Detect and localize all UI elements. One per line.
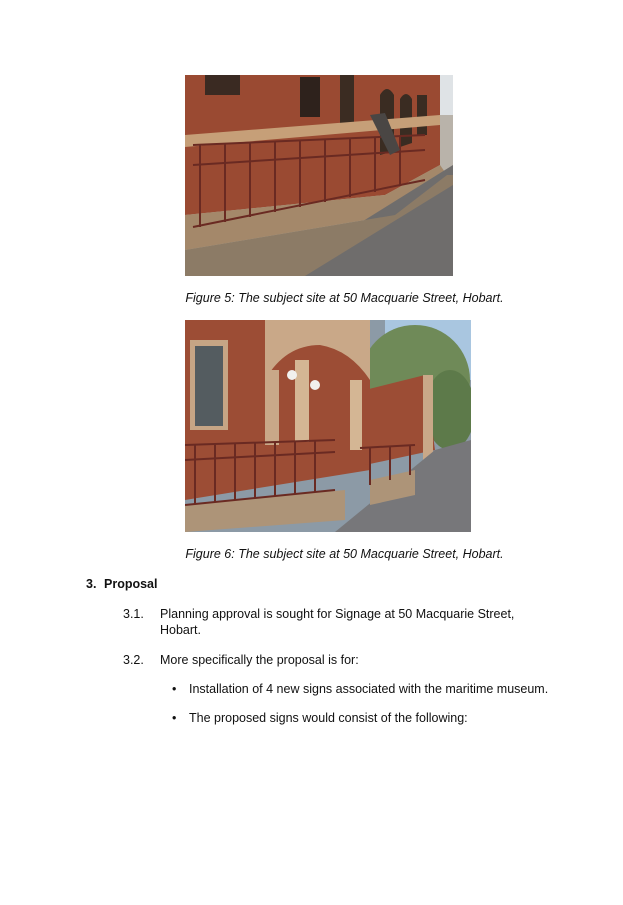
item-text-line-1: Planning approval is sought for Signage at 50 Macquarie Street, [160, 607, 515, 621]
bullet-text: Installation of 4 new signs associated with the maritime museum. [189, 682, 549, 696]
figure-5-photo [185, 75, 453, 276]
figure-5-caption: Figure 5: The subject site at 50 Macquarie Street, Hobart. [185, 291, 504, 305]
bullet-text: The proposed signs would consist of the following: [189, 711, 468, 725]
item-number: 3.1. [123, 607, 144, 621]
item-text-line-1: More specifically the proposal is for: [160, 653, 359, 667]
figure-6-photo [185, 320, 471, 532]
bullet-glyph: • [172, 711, 177, 725]
section-title: Proposal [104, 577, 158, 591]
section-number: 3. [86, 577, 97, 591]
item-text-line-2: Hobart. [160, 623, 201, 637]
item-number: 3.2. [123, 653, 144, 667]
section-heading [86, 577, 158, 591]
figure-6-caption: Figure 6: The subject site at 50 Macquarie Street, Hobart. [185, 547, 504, 561]
bullet-glyph: • [172, 682, 177, 696]
